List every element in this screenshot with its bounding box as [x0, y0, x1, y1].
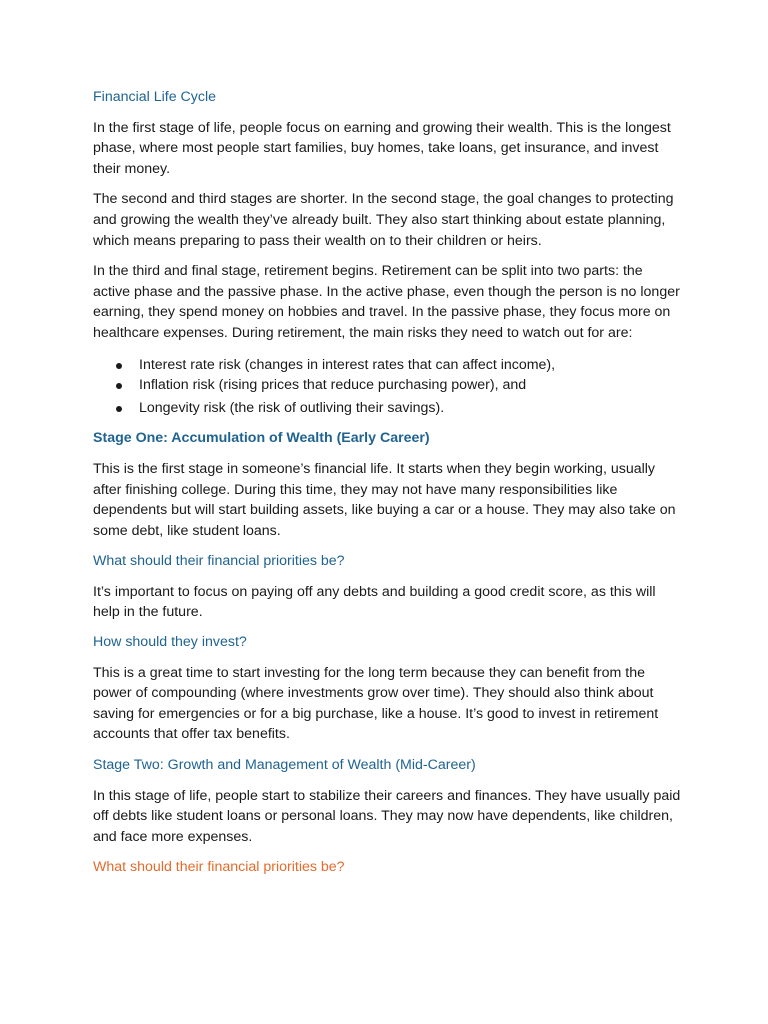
list-item [93, 398, 683, 419]
bullet-icon [116, 363, 122, 369]
intro-paragraph-3: In the third and final stage, retirement begins. Retirement can be split into two parts: the active phase and the passive phase. In the active phase, even though the person is no longer earning, they spend money on hobbies and travel. In the passive phase, they focus more on healthcare expenses. During retirement, the main risks they need to watch out for are: [93, 263, 680, 341]
document-title: Financial Life Cycle [93, 89, 217, 105]
stage-two-priorities-heading: What should their financial priorities be? [93, 859, 345, 876]
bullet-icon [116, 406, 122, 412]
list-item [93, 375, 683, 396]
document-body [93, 87, 683, 878]
stage-one-invest-text: This is a great time to start investing for the long term because they can benefit from the power of compounding (where investments grow over time). They should also think about saving for emergencies or for a big purchase, like a house. It’s good to invest in retirement accounts that offer tax benefits. [93, 664, 659, 743]
retirement-risks-list [93, 355, 683, 419]
intro-paragraph-2: The second and third stages are shorter. In the second stage, the goal changes to protecting and growing the wealth they’ve already built. They also start thinking about estate planning, which means preparing to pass their wealth on to their children or heirs. [93, 191, 674, 249]
list-item-text: Inflation risk (rising prices that reduce purchasing power), and [139, 377, 527, 394]
list-item-text: Interest rate risk (changes in interest rates that can affect income), [139, 356, 556, 373]
bullet-icon [116, 383, 122, 389]
stage-one-priorities-heading: What should their financial priorities be? [93, 553, 345, 570]
stage-two-heading: Stage Two: Growth and Management of Wealth (Mid-Career) [93, 757, 476, 774]
stage-two-paragraph: In this stage of life, people start to stabilize their careers and finances. They have usually paid off debts like student loans or personal loans. They may now have dependents, like children, and face more expenses. [93, 787, 681, 845]
stage-one-heading: Stage One: Accumulation of Wealth (Early Career) [93, 430, 430, 447]
stage-one-paragraph: This is the first stage in someone’s financial life. It starts when they begin working, usually after finishing college. During this time, they may not have many responsibilities like dependents but will start building assets, like buying a car or a house. They may also take on some debt, like student loans. [93, 460, 676, 539]
stage-one-priorities-text: It’s important to focus on paying off any debts and building a good credit score, as this will help in the future. [93, 583, 656, 621]
list-item-text: Longevity risk (the risk of outliving their savings). [139, 399, 445, 416]
list-item [93, 355, 683, 376]
stage-one-invest-heading: How should they invest? [93, 634, 247, 651]
intro-paragraph-1: In the first stage of life, people focus on earning and growing their wealth. This is the longest phase, where most people start families, buy homes, take loans, get insurance, and invest their money. [93, 119, 671, 177]
